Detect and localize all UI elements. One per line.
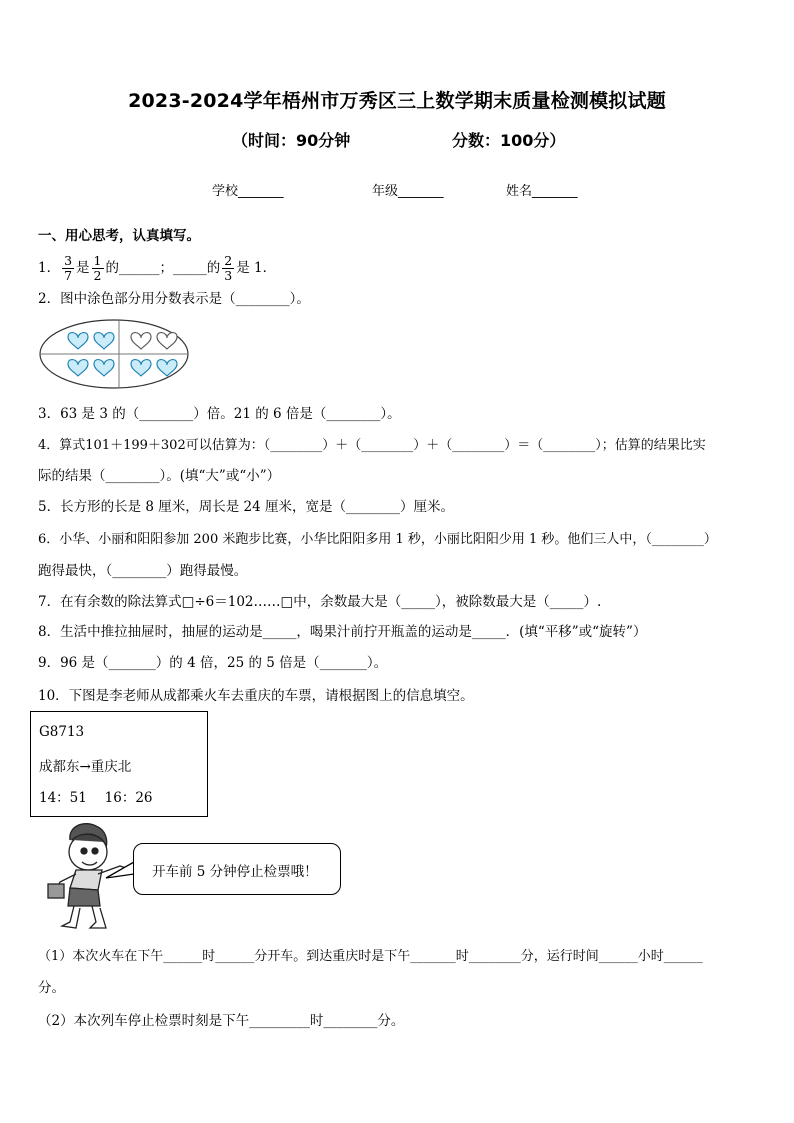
question-7: 7．在有余数的除法算式□÷6＝102……□中，余数最大是（_____），被除数最大是（_____）. xyxy=(38,594,602,610)
fraction-2-3: $\frac{2}{3}$ xyxy=(224,253,233,283)
question-8: 8．生活中推拉抽屉时，抽屉的运动是_____，喝果汁前拧开瓶盖的运动是_____．(填“平移”或“旋转”） xyxy=(38,624,647,640)
time-label: （时间：90分钟 xyxy=(232,131,351,150)
question-6-line2: 跑得最快，（________）跑得最慢。 xyxy=(38,563,248,579)
grade-field: 年级_______ xyxy=(372,184,444,199)
question-6-line1: 6．小华、小丽和阳阳参加 200 米跑步比赛，小华比阳阳多用 1 秒，小丽比阳阳少用 1 秒。他们三人中，（________） xyxy=(38,532,717,547)
question-9: 9．96 是（_______）的 4 倍，25 的 5 倍是（_______）。 xyxy=(38,655,388,671)
fraction-3-7: $\frac{3}{7}$ xyxy=(64,253,73,283)
section-heading: 一、用心思考，认真填写。 xyxy=(38,228,200,244)
name-field: 姓名_______ xyxy=(506,184,578,199)
question-10-1-line2: 分。 xyxy=(38,980,65,996)
question-10-1-line1: （1）本次火车在下午______时______分开车。到达重庆时是下午_______时________分，运行时间______小时______ xyxy=(38,949,703,964)
question-2: 2．图中涂色部分用分数表示是（________）。 xyxy=(38,291,310,307)
question-4-line1: 4．算式101＋199＋302可以估算为：（________）＋（________）＋（________）＝（________）；估算的结果比实 xyxy=(38,438,706,453)
school-field: 学校_______ xyxy=(212,184,284,199)
question-3: 3．63 是 3 的（________）倍。21 的 6 倍是（________）。 xyxy=(38,406,401,422)
speech-bubble-text: 开车前 5 分钟停止检票哦！ xyxy=(152,864,318,880)
train-ticket xyxy=(30,711,208,817)
score-label: 分数：100分） xyxy=(452,131,566,150)
speech-bubble xyxy=(133,843,341,895)
question-4-line2: 际的结果（________）。(填“大”或“小”） xyxy=(38,468,281,484)
ticket-route: 成都东→重庆北 xyxy=(39,759,132,775)
q1-prefix: 1． xyxy=(38,260,61,276)
question-1: 1． $\frac{3}{7}$ 是 $\frac{1}{2}$ 的______；_____的 $\frac{2}{3}$ 是 1． xyxy=(38,253,277,283)
ticket-train-number: G8713 xyxy=(39,724,85,740)
question-10: 10．下图是李老师从成都乘火车去重庆的车票，请根据图上的信息填空。 xyxy=(38,688,474,704)
hearts-ellipse-figure xyxy=(38,318,190,390)
fraction-1-2: $\frac{1}{2}$ xyxy=(93,253,102,283)
question-10-2: （2）本次列车停止检票时刻是下午_________时________分。 xyxy=(38,1013,405,1029)
ticket-times: 14：51 16：26 xyxy=(39,790,153,806)
question-5: 5．长方形的长是 8 厘米，周长是 24 厘米，宽是（________）厘米。 xyxy=(38,499,455,515)
page-title: 2023-2024学年梧州市万秀区三上数学期末质量检测模拟试题 xyxy=(128,90,666,112)
